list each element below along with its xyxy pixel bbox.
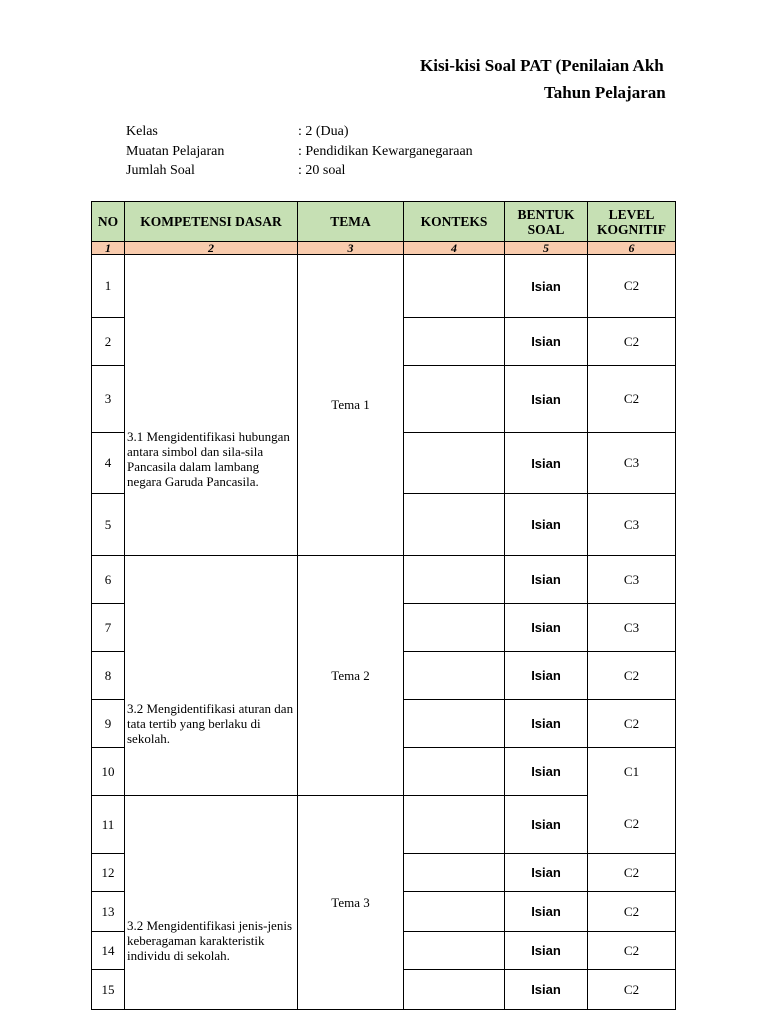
column-index: 1	[92, 242, 125, 255]
konteks-cell	[404, 748, 505, 796]
kompetensi-dasar-text: 3.1 Mengidentifikasi hubungan antara simbol dan sila-sila Pancasila dalam lambang negara Garuda Pancasila.	[127, 429, 290, 489]
level-kognitif-cell: C2	[588, 970, 676, 1010]
column-index: 6	[588, 242, 676, 255]
bentuk-soal-cell: Isian	[505, 700, 588, 748]
bentuk-soal-cell: Isian	[505, 796, 588, 854]
tema-cell: Tema 2	[298, 556, 404, 796]
kompetensi-dasar-text: 3.2 Mengidentifikasi aturan dan tata tertib yang berlaku di sekolah.	[127, 701, 294, 746]
header-konteks: KONTEKS	[404, 202, 505, 242]
row-number: 13	[92, 892, 125, 932]
tema-cell: Tema 1	[298, 255, 404, 556]
level-kognitif-cell: C3	[588, 433, 676, 494]
row-number: 8	[92, 652, 125, 700]
info-label: Muatan Pelajaran	[126, 144, 225, 159]
header-row	[92, 202, 676, 242]
konteks-cell	[404, 932, 505, 970]
row-number: 10	[92, 748, 125, 796]
konteks-cell	[404, 796, 505, 854]
kisi-kisi-table	[91, 201, 676, 1010]
row-number: 15	[92, 970, 125, 1010]
row-number: 3	[92, 366, 125, 433]
level-kognitif-cell: C2	[588, 854, 676, 892]
bentuk-soal-cell: Isian	[505, 892, 588, 932]
row-number: 4	[92, 433, 125, 494]
kompetensi-dasar-text: 3.2 Mengidentifikasi jenis-jenis keberagaman karakteristik individu di sekolah.	[127, 917, 293, 963]
row-number: 1	[92, 255, 125, 318]
row-number: 5	[92, 494, 125, 556]
bentuk-soal-cell: Isian	[505, 494, 588, 556]
level-kognitif-cell: C2	[588, 796, 676, 854]
info-value: : Pendidikan Kewarganegaraan	[298, 144, 473, 159]
info-label: Jumlah Soal	[126, 163, 195, 178]
level-kognitif-cell: C3	[588, 556, 676, 604]
bentuk-soal-cell: Isian	[505, 854, 588, 892]
column-index-row	[92, 242, 676, 255]
column-index: 5	[505, 242, 588, 255]
row-number: 9	[92, 700, 125, 748]
column-index: 2	[125, 242, 298, 255]
info-value: : 2 (Dua)	[298, 124, 349, 139]
konteks-cell	[404, 970, 505, 1010]
row-number: 11	[92, 796, 125, 854]
info-value: : 20 soal	[298, 163, 346, 178]
konteks-cell	[404, 318, 505, 366]
bentuk-soal-cell: Isian	[505, 255, 588, 318]
konteks-cell	[404, 604, 505, 652]
konteks-cell	[404, 854, 505, 892]
konteks-cell	[404, 433, 505, 494]
konteks-cell	[404, 255, 505, 318]
bentuk-soal-cell: Isian	[505, 433, 588, 494]
bentuk-soal-cell: Isian	[505, 652, 588, 700]
table-row	[92, 796, 676, 854]
level-kognitif-cell: C2	[588, 255, 676, 318]
header-bentuk-soal: BENTUK SOAL	[505, 202, 588, 242]
bentuk-soal-cell: Isian	[505, 318, 588, 366]
header-no: NO	[92, 202, 125, 242]
level-kognitif-cell: C3	[588, 494, 676, 556]
bentuk-soal-cell: Isian	[505, 748, 588, 796]
bentuk-soal-cell: Isian	[505, 366, 588, 433]
level-kognitif-cell: C2	[588, 700, 676, 748]
row-number: 2	[92, 318, 125, 366]
bentuk-soal-cell: Isian	[505, 556, 588, 604]
info-label: Kelas	[126, 124, 158, 139]
level-kognitif-cell: C2	[588, 932, 676, 970]
konteks-cell	[404, 892, 505, 932]
header-kompetensi-dasar: KOMPETENSI DASAR	[125, 202, 298, 242]
header-tema: TEMA	[298, 202, 404, 242]
bentuk-soal-cell: Isian	[505, 932, 588, 970]
konteks-cell	[404, 494, 505, 556]
table-row	[92, 255, 676, 318]
level-kognitif-cell: C3	[588, 604, 676, 652]
row-number: 14	[92, 932, 125, 970]
level-kognitif-cell: C2	[588, 892, 676, 932]
kompetensi-dasar-cell	[125, 796, 298, 1010]
row-number: 12	[92, 854, 125, 892]
konteks-cell	[404, 652, 505, 700]
level-kognitif-cell: C2	[588, 366, 676, 433]
level-kognitif-cell: C2	[588, 652, 676, 700]
column-index: 4	[404, 242, 505, 255]
bentuk-soal-cell: Isian	[505, 604, 588, 652]
konteks-cell	[404, 366, 505, 433]
konteks-cell	[404, 556, 505, 604]
konteks-cell	[404, 700, 505, 748]
column-index: 3	[298, 242, 404, 255]
header-level-kognitif: LEVEL KOGNITIF	[588, 202, 676, 242]
level-kognitif-cell: C1	[588, 748, 676, 796]
kompetensi-dasar-cell	[125, 255, 298, 556]
document-subtitle: Tahun Pelajaran	[544, 83, 666, 102]
tema-cell: Tema 3	[298, 796, 404, 1010]
level-kognitif-cell: C2	[588, 318, 676, 366]
bentuk-soal-cell: Isian	[505, 970, 588, 1010]
row-number: 7	[92, 604, 125, 652]
row-number: 6	[92, 556, 125, 604]
kompetensi-dasar-cell	[125, 556, 298, 796]
table-row	[92, 556, 676, 604]
document-title: Kisi-kisi Soal PAT (Penilaian Akh	[420, 56, 664, 75]
